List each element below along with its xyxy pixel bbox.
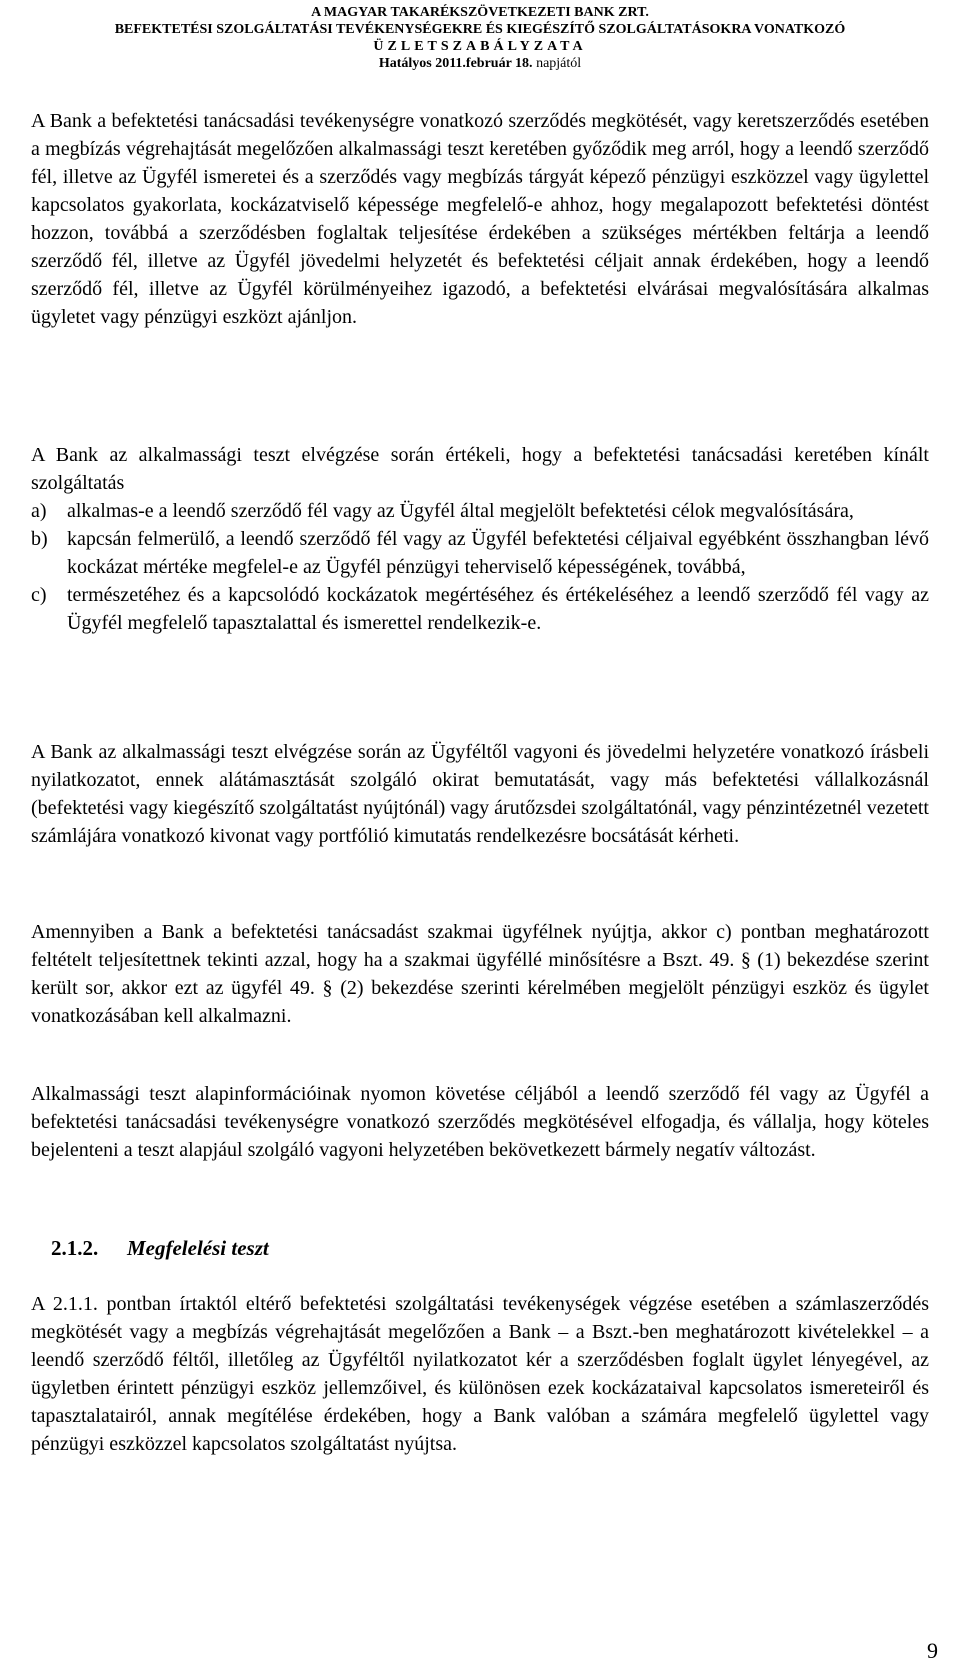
list-item-marker: a) [31,500,47,522]
section-heading [31,1234,949,1262]
list-item-text: kapcsán felmerülő, a leendő szerződő fél vagy az Ügyfél befektetési céljaival egyébként összhangban lévő kockázat mértéke megfelel-e az Ügyfél pénzügyi teherviselő képességének, továbbá, [67,528,929,578]
paragraph-suitability-test: A Bank a befektetési tanácsadási tevékenységre vonatkozó szerződés megkötését, vagy keretszerződés esetében a megbízás végrehajtását megelőzően alkalmassági teszt keretében győződik meg arról, hogy a leendő szerződő fél, illetve az Ügyfél ismeretei és a szerződés vagy megbízás tárgyát képező pénzügyi eszközzel vagy ügylettel kapcsolatos gyakorlata, kockázatviselő képessége megfelelő-e ahhoz, hogy megalapozott befektetési döntést hozzon, továbbá a szerződésben foglaltak teljesítése érdekében a szükséges mértékben feltárja a leendő szerződő fél, illetve az Ügyfél jövedelmi helyzetét és befektetési céljait annak érdekében, hogy a leendő szerződő fél, illetve az Ügyfél körülményeihez igazodó, a befektetési elvárásai megvalósítására alkalmas ügyletet vagy pénzügyi eszközt ajánljon. [31,110,929,328]
header-document-title: BEFEKTETÉSI SZOLGÁLTATÁSI TEVÉKENYSÉGEKRE ÉS KIEGÉSZÍTŐ SZOLGÁLTATÁSOKRA VONATKOZÓ [114,22,846,37]
evaluation-criteria-list [31,497,929,637]
header-regulation-title: ÜZLETSZABÁLYZATA [373,39,587,54]
list-item [31,581,929,637]
section-title: Megfelelési teszt [127,1236,269,1260]
list-item-marker: c) [31,584,47,606]
paragraph-declaration: A Bank az alkalmassági teszt elvégzése során az Ügyféltől vagyoni és jövedelmi helyzetére vonatkozó írásbeli nyilatkozatot, ennek alátámasztását szolgáló okirat bemutatását, vagy más befektetési vállalkozásnál (befektetési vagy kiegészítő szolgáltatást nyújtónál) vagy árutőzsdei szolgáltatónál, vagy pénzintézetnél vezetett számlájára vonatkozó kivonat vagy portfólió kimutatás rendelkezésre bocsátását kérheti. [31,741,929,847]
list-item-marker: b) [31,528,48,550]
paragraph-evaluation [31,441,929,637]
list-item [31,525,929,581]
header-effective-date [0,55,960,72]
effective-date-suffix: napjától [532,56,582,71]
paragraph-evaluation-intro: A Bank az alkalmassági teszt elvégzése során értékeli, hogy a befektetési tanácsadási keretében kínált szolgáltatás [31,444,929,494]
list-item-text: természetéhez és a kapcsolódó kockázatok megértéséhez és értékeléséhez a leendő szerződő fél vagy az Ügyfél megfelelő tapasztalattal és ismerettel rendelkezik-e. [67,584,929,634]
section-number: 2.1.2. [51,1236,99,1260]
document-header [0,4,960,72]
page-number: 9 [927,1638,938,1663]
paragraph-appropriateness-test: A 2.1.1. pontban írtaktól eltérő befektetési szolgáltatási tevékenységek végzése esetében a számlaszerződés megkötését vagy a megbízás végrehajtását megelőzően a Bank – a Bszt.-ben meghatározott kivételekkel – a leendő szerződő féltől, illetőleg az Ügyféltől nyilatkozatot kér a szerződésben foglalt ügylet lényegével, az ügyletben érintett pénzügyi eszköz jellemzőivel, és különösen ezek kockázataival kapcsolatos ismereteiről és tapasztalatairól, annak megítélése érdekében, hogy a Bank valóban a számára megfelelő ügylettel vagy pénzügyi eszközzel kapcsolatos szolgáltatást nyújtsa. [31,1293,929,1455]
header-bank-name: A MAGYAR TAKARÉKSZÖVETKEZETI BANK ZRT. [311,5,649,20]
paragraph-professional-client: Amennyiben a Bank a befektetési tanácsadást szakmai ügyfélnek nyújtja, akkor c) pontban meghatározott feltételt teljesítettnek tekinti azzal, hogy ha a szakmai ügyféllé minősítésre a Bszt. 49. § (1) bekezdése szerint került sor, akkor ezt az ügyfél 49. § (2) bekezdése szerinti kérelmében megjelölt pénzügyi eszköz és ügylet vonatkozásában kell alkalmazni. [31,921,929,1027]
list-item [31,497,929,525]
effective-date-bold: Hatályos 2011.február 18. [378,56,533,71]
paragraph-monitoring: Alkalmassági teszt alapinformációinak nyomon követése céljából a leendő szerződő fél vagy az Ügyfél a befektetési tanácsadási tevékenységre vonatkozó szerződés megkötésével elfogadja, és vállalja, hogy köteles bejelenteni a teszt alapjául szolgáló vagyoni helyzetében bekövetkezett bármely negatív változást. [31,1083,929,1161]
list-item-text: alkalmas-e a leendő szerződő fél vagy az Ügyfél által megjelölt befektetési célok megvalósítására, [67,500,854,522]
